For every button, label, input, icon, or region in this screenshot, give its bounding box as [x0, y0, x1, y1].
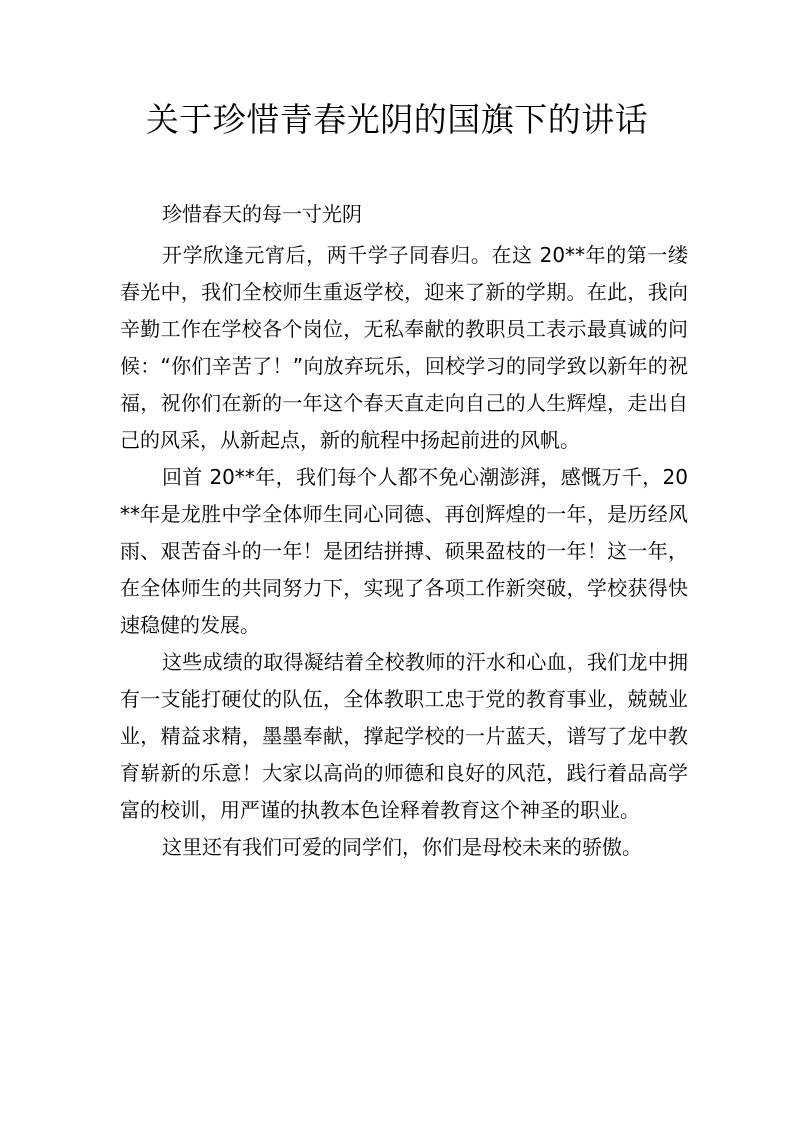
- document-subtitle: 珍惜春天的每一寸光阴: [162, 202, 362, 226]
- document-title: 关于珍惜青春光阴的国旗下的讲话: [145, 100, 649, 139]
- document-body: [120, 196, 688, 866]
- paragraph: 回首 20**年，我们每个人都不免心潮澎湃，感慨万千，20**年是龙胜中学全体师生同心同德、再创辉煌的一年，是历经风雨、艰苦奋斗的一年！是团结拼搏、硕果盈枝的一年！这一年，在全体师生的共同努力下，实现了各项工作新突破，学校获得快速稳健的发展。: [120, 465, 688, 637]
- paragraph: 这些成绩的取得凝结着全校教师的汗水和心血，我们龙中拥有一支能打硬仗的队伍，全体教职工忠于党的教育事业，兢兢业业，精益求精，墨墨奉献，撑起学校的一片蓝天，谱写了龙中教育崭新的乐意！大家以高尚的师德和良好的风范，践行着品高学富的校训，用严谨的执教本色诠释着教育这个神圣的职业。: [120, 650, 688, 822]
- paragraph: 这里还有我们可爱的同学们，你们是母校未来的骄傲。: [162, 835, 642, 859]
- paragraph: 开学欣逢元宵后，两千学子同春归。在这 20**年的第一缕春光中，我们全校师生重返学校，迎来了新的学期。在此，我向辛勤工作在学校各个岗位，无私奉献的教职员工表示最真诚的问候：“你们辛苦了！”向放弃玩乐，回校学习的同学致以新年的祝福，祝你们在新的一年这个春天直走向自己的人生辉煌，走出自己的风采，从新起点，新的航程中扬起前进的风帆。: [120, 243, 688, 452]
